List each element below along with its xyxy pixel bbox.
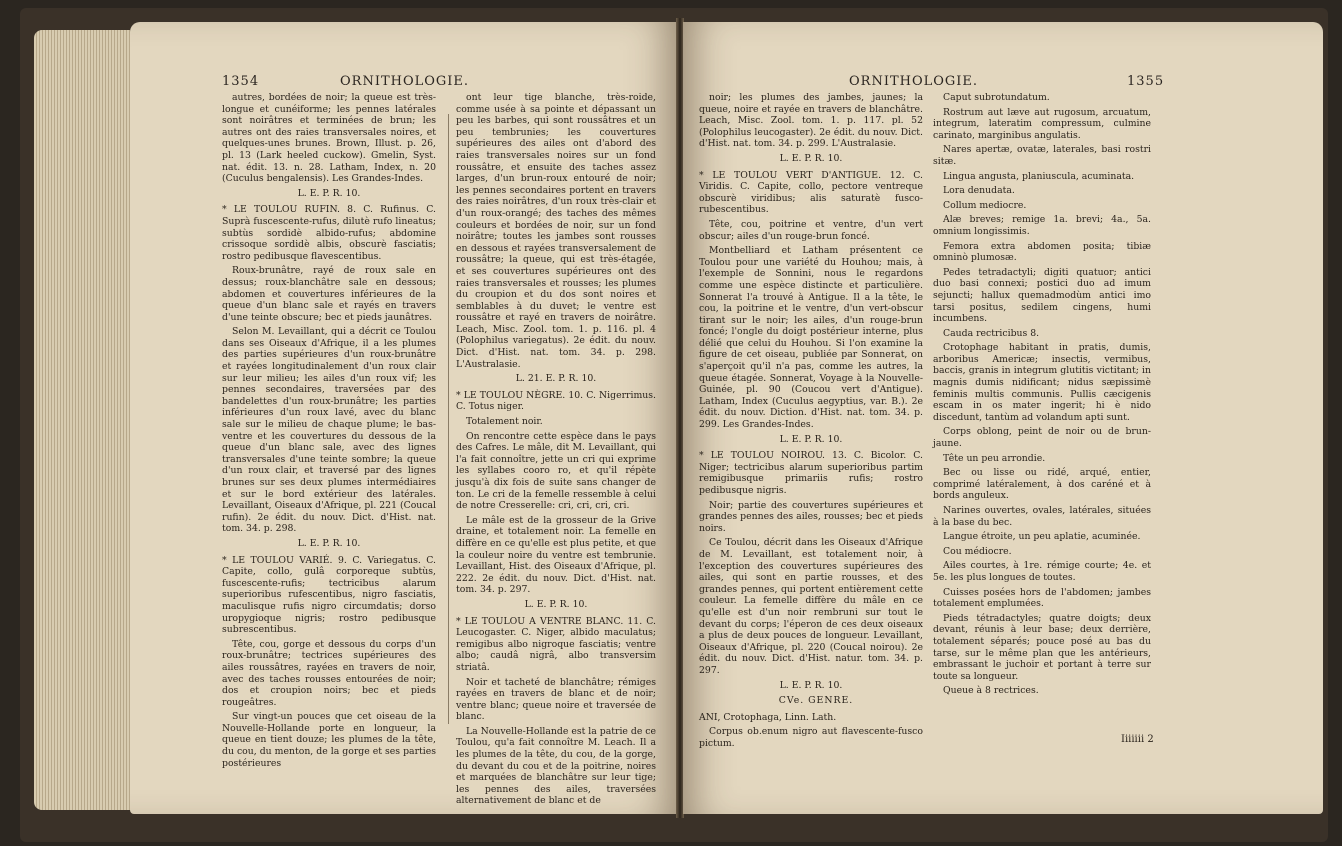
right-page xyxy=(683,22,1323,814)
species-heading: * LE TOULOU RUFIN. 8. C. Rufinus. C. Suprà fuscescente-rufus, dilutè rufo lineatus; subtùs sordidè albido-rufus; abdomine crissoque sordidè albis, obscurè fasciatis; rostro pedibusque flavescentibus. xyxy=(222,204,436,262)
paragraph: Cou médiocre. xyxy=(943,545,1012,557)
paragraph: Alæ breves; remige 1a. brevi; 4a., 5a. omnium longissimis. xyxy=(933,214,1151,237)
paragraph: Sur vingt-un pouces que cet oiseau de la Nouvelle-Hollande porte en longueur, la queue en tient douze; les plumes de la tête, du cou, du menton, de la gorge et ses parties postérieures xyxy=(222,711,436,769)
measurements: L. E. P. R. 10. xyxy=(297,187,361,199)
left-column-2 xyxy=(456,92,656,810)
paragraph: Ailes courtes, à 1re. rémige courte; 4e. et 5e. les plus longues de toutes. xyxy=(933,560,1151,583)
measurements: L. E. P. R. 10. xyxy=(297,537,361,549)
genus-name: ANI, Crotophaga, Linn. Lath. xyxy=(699,711,837,723)
paragraph: Corpus ob.enum nigro aut flavescente-fusco pictum. xyxy=(699,726,923,749)
paragraph: Roux-brunâtre, rayé de roux sale en dessus; roux-blanchâtre sale en dessous; abdomen et couvertures inférieures de la queue d'un blanc sale et rayés en travers d'une teinte obscure; bec et pieds jaunâtres. xyxy=(222,265,436,323)
paragraph: La Nouvelle-Hollande est la patrie de ce Toulou, qu'a fait connoître M. Leach. Il a les plumes de la tête, du cou, de la gorge, du devant du cou et de la poitrine, noires et marquées de blanchâtre sur leur tige; les pennes des ailes, traversées alternativement de blanc et de xyxy=(456,725,656,807)
paragraph: Femora extra abdomen posita; tibiæ omninò plumosæ. xyxy=(933,240,1151,264)
page-number-right: 1355 xyxy=(1127,74,1165,89)
paragraph: Queue à 8 rectrices. xyxy=(943,685,1039,697)
paragraph: noir; les plumes des jambes, jaunes; la queue, noire et rayée en travers de blanchâtre. Leach, Misc. Zool. tom. 1. p. 117. pl. 52 (Polophilus leucogaster). 2e édit. du nouv. Dict. d'Hist. nat. tom. 34. p. 299. L'Australasie. xyxy=(699,92,923,150)
paragraph: Pieds tétradactyles; quatre doigts; deux devant, réunis à leur base; deux derrière, totalement séparés; pouce posé au bas du tarse, sur le même plan que les antérieurs, embrassant le juchoir et portant à terre sur toute sa longueur. xyxy=(933,612,1151,682)
species-heading: * LE TOULOU VERT D'ANTIGUE. 12. C. Viridis. C. Capite, collo, pectore ventreque obscurè viridibus; alis saturatè fusco-rubescentibus. xyxy=(699,169,923,216)
paragraph: Cuisses posées hors de l'abdomen; jambes totalement emplumées. xyxy=(933,586,1151,610)
species-heading: * LE TOULOU A VENTRE BLANC. 11. C. Leucogaster. C. Niger, albido maculatus; remigibus albo nigroque fasciatis; ventre albo; caudâ nigrâ, albo transversim striatâ. xyxy=(456,615,656,673)
paragraph: Noir; partie des couvertures supérieures et grandes pennes des ailes, rousses; bec et pieds noirs. xyxy=(699,499,923,534)
paragraph: Rostrum aut læve aut rugosum, arcuatum, integrum, lateratim compressum, culmine carinato, marginibus angulatis. xyxy=(933,106,1151,141)
paragraph: Lingua angusta, planiuscula, acuminata. xyxy=(943,170,1135,182)
measurements: L. E. P. R. 10. xyxy=(779,152,843,164)
paragraph: Cauda rectricibus 8. xyxy=(943,327,1040,339)
column-divider xyxy=(448,114,449,724)
paragraph: Langue étroite, un peu aplatie, acuminée. xyxy=(943,531,1141,543)
running-head-left: ORNITHOLOGIE. xyxy=(340,74,470,89)
paragraph: Caput subrotundatum. xyxy=(943,92,1050,103)
measurements: L. 21. E. P. R. 10. xyxy=(515,373,597,385)
paragraph: Collum mediocre. xyxy=(943,199,1027,211)
paragraph: Nares apertæ, ovatæ, laterales, basi rostri sitæ. xyxy=(933,144,1151,167)
paragraph: Crotophage habitant in pratis, dumis, arboribus Americæ; insectis, vermibus, baccis, granis in integrum glutitis victitant; in magnis dumis nidificant; nidus sæpissimè feminis multis communis. Pullis cæcigenis escam in os mater ingerit; hi è nido discedunt, tantùm ad volandum apti sunt. xyxy=(933,342,1151,423)
paragraph: Lora denudata. xyxy=(943,185,1015,197)
signature-mark: Iiiiiii 2 xyxy=(1121,734,1154,745)
genus-heading: CVe. GENRE. xyxy=(778,695,854,707)
paragraph: autres, bordées de noir; la queue est très-longue et cunéiforme; les pennes latérales sont noirâtres et terminées de brun; les autres ont des raies transversales noires, et quelques-unes brunes. Brown, Illust. p. 26, pl. 13 (Lark heeled cuckow). Gmelin, Syst. nat. édit. 13. n. 28. Latham, Index, n. 20 (Cuculus bengalensis). Les Grandes-Indes. xyxy=(222,92,436,185)
running-head-right: ORNITHOLOGIE. xyxy=(849,74,979,89)
right-column-2 xyxy=(933,92,1151,700)
paragraph: Bec ou lisse ou ridé, arqué, entier, comprimé latéralement, à dos caréné et à bords anguleux. xyxy=(933,467,1151,502)
left-page xyxy=(130,22,677,814)
paragraph: Narines ouvertes, ovales, latérales, situées à la base du bec. xyxy=(933,505,1151,528)
paragraph: Montbelliard et Latham présentent ce Toulou pour une variété du Houhou; mais, à l'exemple de Sonnini, nous le regardons comme une espèce distincte et particulière. Sonnerat l'a trouvé à Antigue. Il a la tête, le cou, la poitrine et le ventre, d'un vert-obscur tirant sur le noir; les ailes, d'un rouge-brun foncé; l'ongle du doigt postérieur interne, plus délié que celui du Houhou. Si l'on examine la figure de cet oiseau, publiée par Sonnerat, on s'aperçoit qu'il n'a pas, comme les autres, la queue étagée. Sonnerat, Voyage à la Nouvelle-Guinée, pl. 90 (Coucou vert d'Antigue). Latham, Index (Cuculus aegyptius, var. B.). 2e édit. du nouv. Diction. d'Hist. nat. tom. 34. p. 299. Les Grandes-Indes. xyxy=(699,245,923,431)
page-number-left: 1354 xyxy=(222,74,260,89)
paragraph: ont leur tige blanche, très-roide, comme usée à sa pointe et dépassant un peu les barbes, qui sont roussâtres et un peu tembrunies; les couvertures supérieures des ailes ont d'abord des raies transversales noires sur un fond roussâtre, et ensuite des taches assez larges, d'un brun-roux entouré de noir; les pennes secondaires portent en travers des raies noirâtres, d'un roux très-clair et d'un roux-orangé; des taches des mêmes couleurs et bordées de noir, sur un fond noirâtre; toutes les jambes sont rousses en dessous et rayées transversalement de roussâtre; la queue, qui est très-étagée, et ses couvertures supérieures ont des raies transversales et rousses; les plumes du croupion et du dos sont noires et semblables à du duvet; le ventre est roussâtre et rayé en travers de noirâtre. Leach, Misc. Zool. tom. 1. p. 116. pl. 4 (Polophilus variegatus). 2e édit. du nouv. Dict. d'Hist. nat. tom. 34. p. 298. L'Australasie. xyxy=(456,92,656,370)
paragraph: Corps oblong, peint de noir ou de brun-jaune. xyxy=(933,426,1151,450)
paragraph: Le mâle est de la grosseur de la Grive draine, et totalement noir. La femelle en diffère en ce qu'elle est plus petite, et que la couleur noire du ventre est tembrunie. Levaillant, Hist. des Oiseaux d'Afrique, pl. 222. 2e édit. du nouv. Dict. d'Hist. nat. tom. 34. p. 297. xyxy=(456,514,656,596)
paragraph: Totalement noir. xyxy=(466,416,543,428)
paragraph: Selon M. Levaillant, qui a décrit ce Toulou dans ses Oiseaux d'Afrique, il a les plumes des parties supérieures d'un roux-brunâtre et rayées longitudinalement d'un roux clair sur leur milieu; les ailes d'un roux vif; les pennes secondaires, traversées par des bandelettes d'un roux-brunâtre; les parties inférieures d'un roux lavé, avec du blanc sale sur le milieu de chaque plume; le bas-ventre et les couvertures du dessous de la queue d'un blanc sale, avec des lignes transversales d'une teinte sombre; la queue d'un roux clair, et traversé par des lignes brunes sur ses deux plumes intermédiaires et sur le bord extérieur des latérales. Levaillant, Oiseaux d'Afrique, pl. 221 (Coucal rufin). 2e édit. du nouv. Dict. d'Hist. nat. tom. 34. p. 298. xyxy=(222,326,437,535)
species-heading: * LE TOULOU NOIROU. 13. C. Bicolor. C. Niger; tectricibus alarum superioribus partim remigibusque primariis rufis; rostro pedibusque nigris. xyxy=(699,450,923,496)
measurements: L. E. P. R. 10. xyxy=(524,598,588,610)
paragraph: Pedes tetradactyli; digiti quatuor; antici duo basi connexi; postici duo ad imum sejuncti; hallux quemadmodùm antici imo tarsi positus, sedilem cingens, humi incumbens. xyxy=(933,266,1151,325)
left-column-1 xyxy=(222,92,436,772)
right-column-1 xyxy=(699,92,923,752)
paragraph: Tête un peu arrondie. xyxy=(943,452,1046,464)
paragraph: Noir et tacheté de blanchâtre; rémiges rayées en travers de blanc et de noir; ventre blanc; queue noire et traversée de blanc. xyxy=(456,676,656,723)
species-heading: * LE TOULOU VARIÉ. 9. C. Variegatus. C. Capite, collo, gulâ corporeque subtùs, fuscescente-rufis; tectricibus alarum superioribus rufescentibus, nigro fasciatis, maculisque rufis nigro circumdatis; dorso uropygioque nigris; rostro pedibusque subrescentibus. xyxy=(222,554,436,636)
measurements: L. E. P. R. 10. xyxy=(779,433,843,445)
paragraph: Tête, cou, gorge et dessous du corps d'un roux-brunâtre; tectrices supérieures des ailes roussâtres, rayées en travers de noir, avec des taches rousses entourées de noir; dos et croupion noirs; bec et pieds rougeâtres. xyxy=(222,638,436,708)
paragraph: On rencontre cette espèce dans le pays des Cafres. Le mâle, dit M. Levaillant, qui l'a fait connoître, jette un cri qui exprime les syllabes cooro ro, et qu'il répète jusqu'à dix fois de suite sans changer de ton. Le cri de la femelle ressemble à celui de notre Cresserelle: cri, cri, cri, cri. xyxy=(456,430,656,512)
paragraph: Tête, cou, poitrine et ventre, d'un vert obscur; ailes d'un rouge-brun foncé. xyxy=(699,218,923,242)
measurements: L. E. P. R. 10. xyxy=(779,679,843,691)
paragraph: Ce Toulou, décrit dans les Oiseaux d'Afrique de M. Levaillant, est totalement noir, à l'exception des couvertures supérieures des ailes, qui sont en partie rousses, et des grandes pennes, qui portent entièrement cette couleur. La femelle diffère du mâle en ce qu'elle est d'un noir rembruni sur tout le devant du corps; l'éperon de ces deux oiseaux a plus de deux pouces de longueur. Levaillant, Oiseaux d'Afrique, pl. 220 (Coucal noirou). 2e édit. du nouv. Dict. d'Hist. natur. tom. 34. p. 297. xyxy=(699,537,923,676)
species-heading: * LE TOULOU NÈGRE. 10. C. Nigerrimus. C. Totus niger. xyxy=(456,389,656,413)
page-edges xyxy=(34,30,130,810)
